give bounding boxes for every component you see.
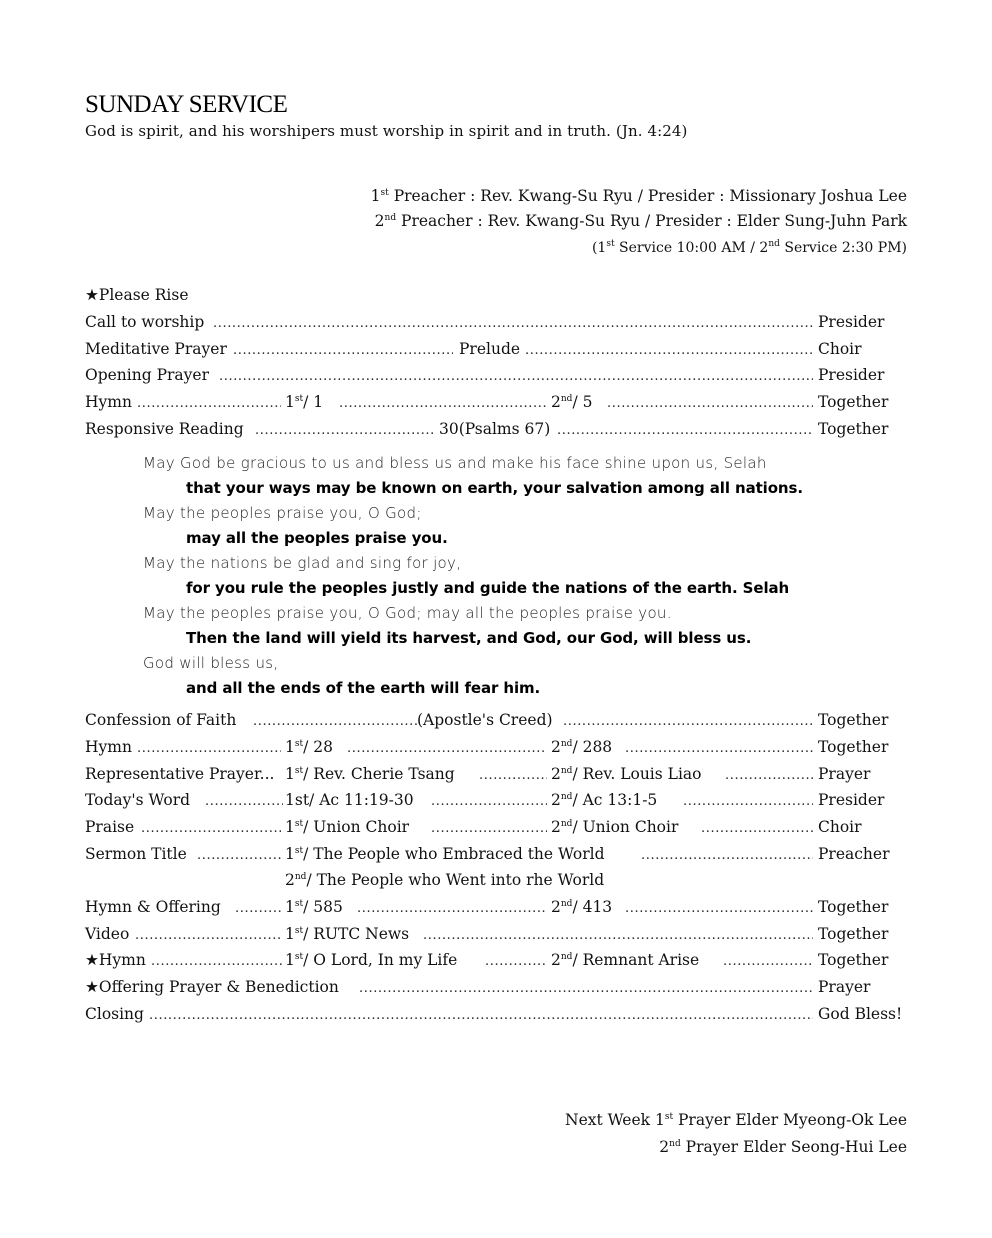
dot-leader <box>205 791 283 809</box>
item-detail: (Apostle's Creed) <box>417 711 553 729</box>
order-item-todays-word <box>85 791 907 813</box>
dot-leader <box>135 925 283 943</box>
item-role: Prayer <box>818 765 871 783</box>
item-label: Confession of Faith <box>85 711 237 729</box>
order-item-meditative-prayer <box>85 340 907 362</box>
dot-leader <box>479 765 547 783</box>
reading-leader-line: May the peoples praise you, O God; may all the peoples praise you. <box>143 604 672 622</box>
dot-leader <box>137 738 281 756</box>
dot-leader <box>625 738 813 756</box>
dot-leader <box>255 420 435 438</box>
item-label: Call to worship <box>85 313 205 331</box>
item-label: Video <box>85 925 130 943</box>
order-item-star-hymn <box>85 951 907 973</box>
item-role: God Bless! <box>818 1005 903 1023</box>
officiants-text: Preacher : Rev. Kwang-Su Ryu / Presider : Elder Sung-Juhn Park <box>396 212 907 230</box>
first-service-value <box>285 951 457 969</box>
please-rise-label: ★Please Rise <box>85 286 189 304</box>
times-part: Service 2:30 PM) <box>779 240 907 256</box>
item-label: ★Hymn <box>85 951 146 969</box>
item-label: Hymn <box>85 738 132 756</box>
item-role: Preacher <box>818 845 890 863</box>
item-role: Presider <box>818 313 885 331</box>
page-title: SUNDAY SERVICE <box>85 91 288 118</box>
ordinal-suffix: st <box>294 394 304 404</box>
order-item-confession-of-faith <box>85 711 907 733</box>
order-item-opening-prayer <box>85 366 907 388</box>
order-item-responsive-reading <box>85 420 907 442</box>
item-role: Together <box>818 738 889 756</box>
next-week-text: Next Week 1 <box>565 1111 665 1129</box>
ordinal-suffix: nd <box>294 872 307 882</box>
value-text: / Rev. Louis Liao <box>572 765 702 783</box>
dot-leader <box>723 951 813 969</box>
dot-leader <box>219 366 813 384</box>
item-label: Sermon Title <box>85 845 187 863</box>
value-text: / Union Choir <box>303 818 410 836</box>
ordinal-number: 1 <box>285 925 295 943</box>
item-label: Opening Prayer <box>85 366 209 384</box>
ordinal-suffix: nd <box>560 819 573 829</box>
dot-leader <box>151 951 283 969</box>
first-service-value <box>285 925 409 943</box>
first-service-value: 1st/ Ac 11:19-30 <box>285 791 414 809</box>
reading-leader-line: God will bless us, <box>143 654 279 672</box>
officiants-text: Preacher : Rev. Kwang-Su Ryu / Presider : Missionary Joshua Lee <box>388 187 907 205</box>
order-item-sermon-title <box>85 845 907 867</box>
item-label: Representative Prayer... <box>85 765 275 783</box>
dot-leader <box>141 818 281 836</box>
dot-leader <box>197 845 283 863</box>
theme-verse: God is spirit, and his worshipers must worship in spirit and in truth. (Jn. 4:24) <box>85 122 688 140</box>
second-service-value <box>285 871 604 889</box>
first-service-value <box>285 845 605 863</box>
ordinal-suffix: nd <box>560 739 573 749</box>
item-label: Closing <box>85 1005 144 1023</box>
ordinal-suffix: nd <box>384 213 397 223</box>
value-text: / RUTC News <box>303 925 410 943</box>
item-role: Together <box>818 898 889 916</box>
ordinal-suffix: st <box>294 766 304 776</box>
dot-leader <box>423 925 813 943</box>
item-role: Choir <box>818 340 862 358</box>
ordinal-number: 1 <box>370 187 381 205</box>
order-item-video <box>85 925 907 947</box>
ordinal-number: 1 <box>285 898 295 916</box>
ordinal-number: 1 <box>285 738 295 756</box>
first-service-value <box>285 818 409 836</box>
dot-leader <box>557 420 813 438</box>
ordinal-number: 1 <box>285 393 295 411</box>
item-role: Presider <box>818 366 885 384</box>
dot-leader <box>725 765 813 783</box>
dot-leader <box>485 951 547 969</box>
ordinal-suffix: st <box>294 899 304 909</box>
item-role: Together <box>818 711 889 729</box>
ordinal-suffix: nd <box>560 792 573 802</box>
item-role: Together <box>818 925 889 943</box>
first-service-value <box>285 898 343 916</box>
dot-leader <box>607 393 813 411</box>
ordinal-number: 2 <box>285 871 295 889</box>
order-item-call-to-worship <box>85 313 907 335</box>
value-text: / Rev. Cherie Tsang <box>303 765 455 783</box>
item-detail: 30(Psalms 67) <box>439 420 551 438</box>
ordinal-number: 1 <box>285 845 295 863</box>
item-label: Responsive Reading <box>85 420 244 438</box>
second-service-value <box>551 898 612 916</box>
value-text: / The People who Went into rhe World <box>306 871 605 889</box>
item-label: ★Offering Prayer & Benediction <box>85 978 339 996</box>
first-service-value <box>285 393 323 411</box>
value-text: / O Lord, In my Life <box>303 951 458 969</box>
ordinal-number: 2 <box>551 738 561 756</box>
value-text: / 413 <box>572 898 613 916</box>
item-role: Together <box>818 393 889 411</box>
reading-people-line: may all the peoples praise you. <box>186 529 448 547</box>
item-label: Praise <box>85 818 135 836</box>
dot-leader <box>563 711 813 729</box>
dot-leader <box>233 340 453 358</box>
ordinal-suffix: st <box>294 846 304 856</box>
item-role: Prayer <box>818 978 871 996</box>
second-service-value <box>551 393 592 411</box>
reading-leader-line: May God be gracious to us and bless us and make his face shine upon us, Selah <box>143 454 767 472</box>
dot-leader <box>213 313 813 331</box>
next-week-prayer-2 <box>659 1138 907 1156</box>
reading-people-line: and all the ends of the earth will fear him. <box>186 679 541 697</box>
value-text: / 585 <box>303 898 343 916</box>
next-week-text: Prayer Elder Seong-Hui Lee <box>680 1138 907 1156</box>
first-service-value <box>285 765 455 783</box>
item-label: Hymn & Offering <box>85 898 221 916</box>
ordinal-suffix: nd <box>560 952 573 962</box>
item-role: Presider <box>818 791 885 809</box>
dot-leader <box>683 791 813 809</box>
officiants-line-1 <box>371 187 907 205</box>
order-item-hymn-2 <box>85 738 907 760</box>
ordinal-suffix: nd <box>768 239 780 249</box>
ordinal-suffix: st <box>294 952 304 962</box>
dot-leader <box>641 845 813 863</box>
reading-leader-line: May the peoples praise you, O God; <box>143 504 422 522</box>
dot-leader <box>525 340 813 358</box>
ordinal-number: 2 <box>551 951 561 969</box>
order-item-sermon-title-second <box>85 871 907 893</box>
item-label: Meditative Prayer <box>85 340 227 358</box>
times-part: (1 <box>591 240 607 256</box>
dot-leader <box>431 791 547 809</box>
dot-leader <box>625 898 813 916</box>
reading-leader-line: May the nations be glad and sing for joy, <box>143 554 462 572</box>
second-service-value <box>551 951 699 969</box>
ordinal-suffix: st <box>294 926 304 936</box>
reading-people-line: for you rule the peoples justly and guide the nations of the earth. Selah <box>186 579 790 597</box>
ordinal-suffix: st <box>294 739 304 749</box>
second-service-value <box>551 738 612 756</box>
reading-people-line: that your ways may be known on earth, your salvation among all nations. <box>186 479 803 497</box>
first-service-value <box>285 738 333 756</box>
dot-leader <box>431 818 547 836</box>
second-service-value <box>551 791 657 809</box>
item-role: Together <box>818 420 889 438</box>
second-service-value <box>551 765 701 783</box>
dot-leader <box>235 898 283 916</box>
order-item-hymn <box>85 393 907 415</box>
item-label: Hymn <box>85 393 132 411</box>
value-text: / Ac 13:1-5 <box>572 791 658 809</box>
dot-leader <box>357 898 547 916</box>
value-text: / 28 <box>303 738 333 756</box>
item-role: Together <box>818 951 889 969</box>
order-item-offering-prayer-benediction <box>85 978 907 1000</box>
ordinal-suffix: nd <box>560 394 573 404</box>
ordinal-number: 2 <box>374 212 385 230</box>
value-text: / 1 <box>303 393 324 411</box>
dot-leader <box>137 393 281 411</box>
ordinal-suffix: st <box>606 239 615 249</box>
dot-leader <box>253 711 417 729</box>
order-item-hymn-offering <box>85 898 907 920</box>
ordinal-number: 2 <box>551 393 561 411</box>
ordinal-number: 2 <box>551 765 561 783</box>
next-week-text: Prayer Elder Myeong-Ok Lee <box>673 1111 907 1129</box>
dot-leader <box>347 738 547 756</box>
ordinal-suffix: nd <box>560 766 573 776</box>
dot-leader <box>149 1005 813 1023</box>
times-part: Service 10:00 AM / 2 <box>614 240 769 256</box>
next-week-text: 2 <box>659 1138 670 1156</box>
next-week-prayer-1 <box>565 1111 907 1129</box>
ordinal-number: 2 <box>551 818 561 836</box>
item-label: Today's Word <box>85 791 191 809</box>
dot-leader <box>359 978 813 996</box>
service-times <box>592 240 907 256</box>
ordinal-number: 1 <box>285 951 295 969</box>
ordinal-suffix: st <box>664 1112 674 1122</box>
reading-people-line: Then the land will yield its harvest, and God, our God, will bless us. <box>186 629 752 647</box>
order-item-representative-prayer <box>85 765 907 787</box>
ordinal-number: 2 <box>551 791 561 809</box>
order-item-praise <box>85 818 907 840</box>
value-text: / Remnant Arise <box>572 951 700 969</box>
second-service-value <box>551 818 678 836</box>
ordinal-suffix: nd <box>669 1139 681 1149</box>
item-role: Choir <box>818 818 862 836</box>
dot-leader <box>701 818 813 836</box>
value-text: / 5 <box>572 393 593 411</box>
item-detail: Prelude <box>459 340 521 358</box>
officiants-line-2 <box>375 212 907 230</box>
order-item-closing <box>85 1005 907 1027</box>
value-text: / Union Choir <box>572 818 679 836</box>
ordinal-number: 1 <box>285 765 295 783</box>
ordinal-suffix: st <box>380 188 389 198</box>
please-rise-note <box>85 286 907 308</box>
ordinal-suffix: st <box>294 819 304 829</box>
value-text: / 288 <box>572 738 613 756</box>
value-text: / The People who Embraced the World <box>303 845 605 863</box>
dot-leader <box>339 393 547 411</box>
ordinal-number: 2 <box>551 898 561 916</box>
ordinal-number: 1 <box>285 818 295 836</box>
ordinal-suffix: nd <box>560 899 573 909</box>
